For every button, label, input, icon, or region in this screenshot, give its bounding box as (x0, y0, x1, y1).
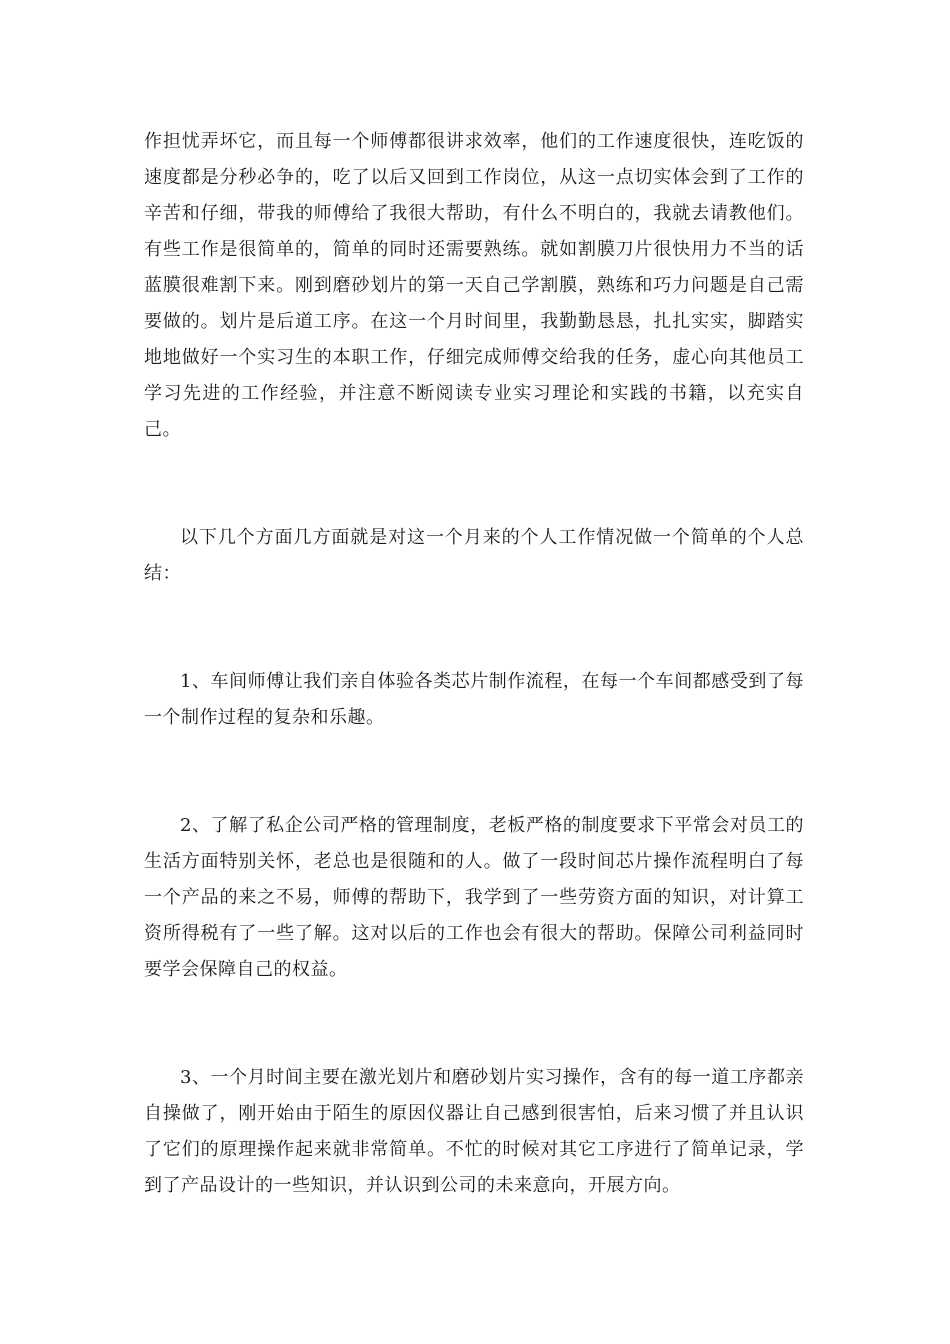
paragraph-point-3: 3、一个月时间主要在激光划片和磨砂划片实习操作，含有的每一道工序都亲自操做了，刚开始由于陌生的原因仪器让自己感到很害怕，后来习惯了并且认识了它们的原理操作起来就非常简单。不忙的时候对其它工序进行了简单记录，学到了产品设计的一些知识，并认识到公司的未来意向，开展方向。 (144, 1067, 804, 1196)
paragraph-point-1: 1、车间师傅让我们亲自体验各类芯片制作流程，在每一个车间都感受到了每一个制作过程的复杂和乐趣。 (144, 671, 804, 728)
paragraph-point-2: 2、了解了私企公司严格的管理制度，老板严格的制度要求下平常会对员工的生活方面特别关怀，老总也是很随和的人。做了一段时间芯片操作流程明白了每一个产品的来之不易，师傅的帮助下，我学到了一些劳资方面的知识，对计算工资所得税有了一些了解。这对以后的工作也会有很大的帮助。保障公司利益同时要学会保障自己的权益。 (144, 815, 804, 980)
paragraph-summary-intro: 以下几个方面几方面就是对这一个月来的个人工作情况做一个简单的个人总结： (144, 527, 804, 584)
paragraph-continuation: 作担忧弄坏它，而且每一个师傅都很讲求效率，他们的工作速度很快，连吃饭的速度都是分秒必争的，吃了以后又回到工作岗位，从这一点切实体会到了工作的辛苦和仔细，带我的师傅给了我很大帮助，有什么不明白的，我就去请教他们。有些工作是很简单的，简单的同时还需要熟练。就如割膜刀片很快用力不当的话蓝膜很难割下来。刚到磨砂划片的第一天自己学割膜，熟练和巧力问题是自己需要做的。划片是后道工序。在这一个月时间里，我勤勤恳恳，扎扎实实，脚踏实地地做好一个实习生的本职工作，仔细完成师傅交给我的任务，虚心向其他员工学习先进的工作经验，并注意不断阅读专业实习理论和实践的书籍，以充实自己。 (144, 131, 804, 440)
